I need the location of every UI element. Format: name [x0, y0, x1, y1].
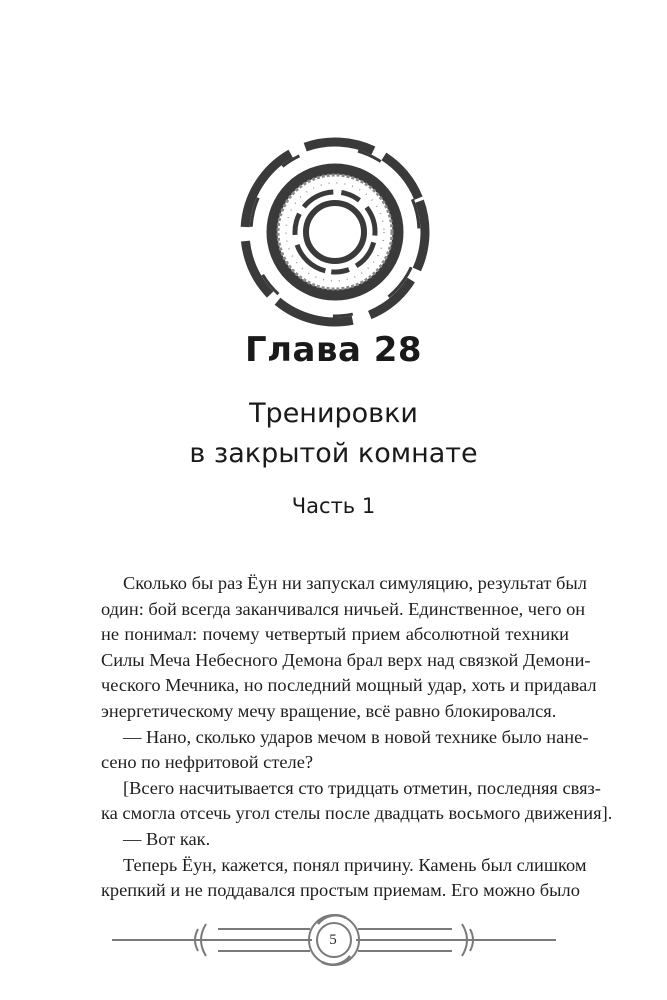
- text-line: Силы Меча Небесного Демона брал верх над связкой Демони-: [101, 649, 591, 670]
- text-line: — Нано, сколько ударов мечом в новой технике было нане-: [123, 726, 589, 747]
- text-line: ка смогла отсечь угол стелы после двадцать восьмого движения].: [101, 803, 613, 824]
- chapter-subtitle-line: в закрытой комнате: [189, 438, 478, 469]
- chapter-emblem-icon: [235, 132, 435, 332]
- text-line: — Вот как.: [123, 828, 211, 849]
- chapter-subtitle: [0, 394, 667, 474]
- page-number: 5: [329, 932, 337, 948]
- text-line: ческого Мечника, но последний мощный удар, хоть и придавал: [101, 675, 597, 696]
- part-label: Часть 1: [291, 494, 376, 518]
- text-line: Теперь Ёун, кажется, понял причину. Камень был слишком: [123, 854, 587, 875]
- body-text: [101, 571, 613, 904]
- text-line: крепкий и не поддавался простым приемам. Его можно было: [101, 880, 580, 901]
- text-line: Сколько бы раз Ёун ни запускал симуляцию, результат был: [123, 573, 587, 593]
- chapter-title: Глава 28: [244, 330, 423, 370]
- text-line: не понимал: почему четвертый прием абсолютной техники: [101, 624, 569, 645]
- text-line: один: бой всегда заканчивался ничьей. Единственное, чего он: [101, 598, 586, 619]
- text-line: [Всего насчитывается сто тридцать отметин, последняя связ-: [123, 777, 601, 798]
- text-line: сено по нефритовой стеле?: [101, 752, 314, 773]
- chapter-subtitle-line: Тренировки: [249, 398, 418, 429]
- text-line: энергетическому мечу вращение, всё равно блокировался.: [101, 700, 557, 721]
